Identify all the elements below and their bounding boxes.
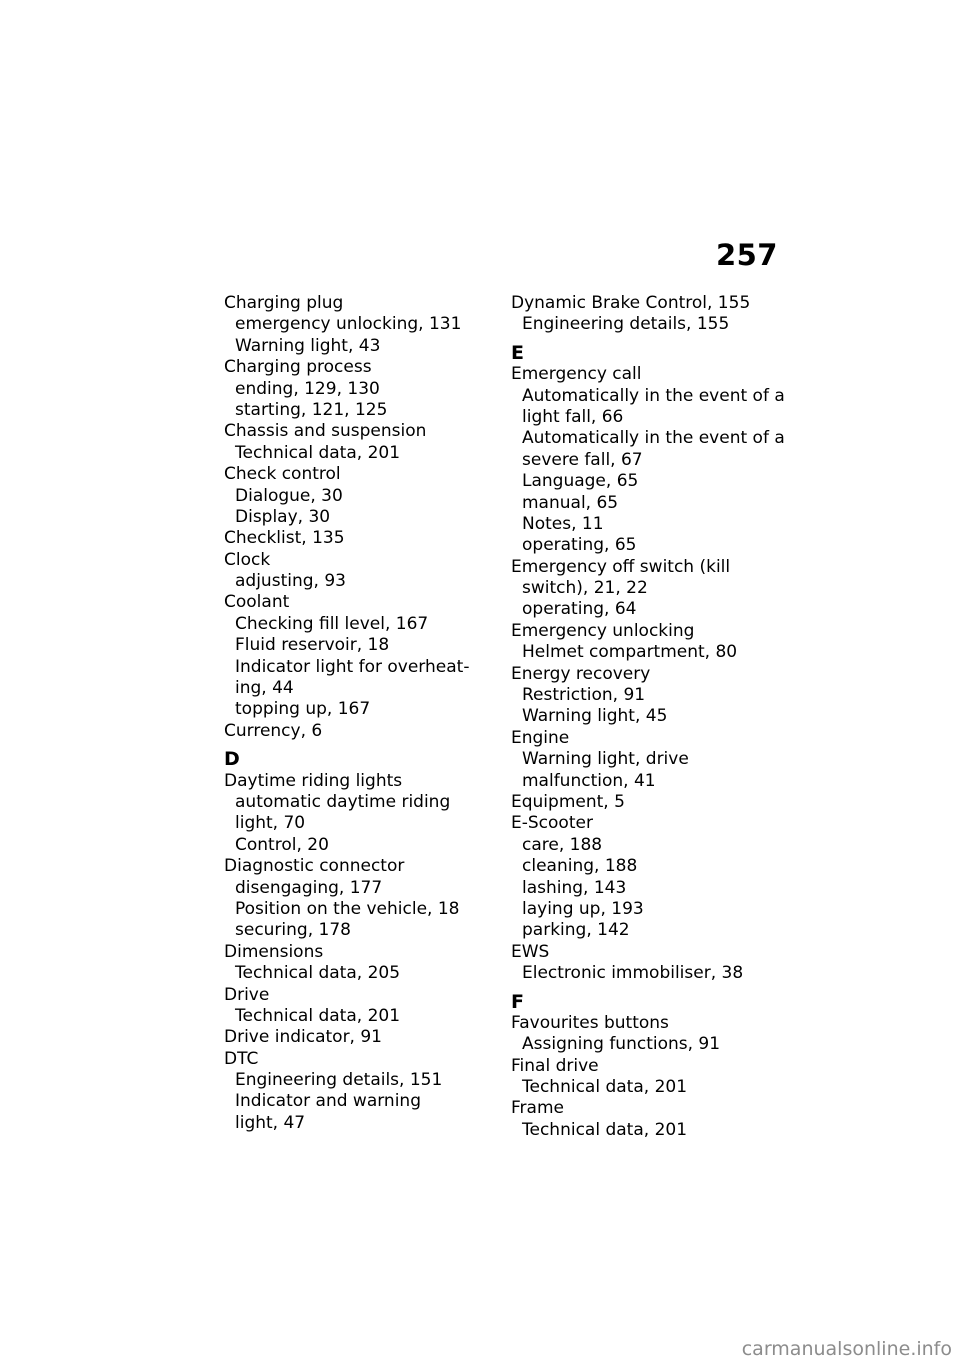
index-subentry: Technical data, 201 — [522, 1077, 688, 1098]
index-entry: Check control — [224, 464, 341, 485]
index-entry: Favourites buttons — [511, 1012, 669, 1033]
index-entry: DTC — [224, 1048, 259, 1069]
index-entry: Equipment, 5 — [511, 791, 625, 812]
index-entry: Charging plug — [224, 293, 344, 313]
index-subentry: Automatically in the event of a — [522, 385, 785, 406]
index-subentry: manual, 65 — [522, 492, 619, 513]
index-entry: Charging process — [224, 357, 372, 378]
index-entry: Clock — [224, 549, 271, 570]
index-subentry: Checking fill level, 167 — [235, 613, 429, 634]
index-subentry: laying up, 193 — [522, 898, 644, 919]
index-subentry: Fluid reservoir, 18 — [235, 635, 390, 656]
index-subentry: Position on the vehicle, 18 — [235, 898, 460, 919]
index-subentry: adjusting, 93 — [235, 571, 346, 592]
index-letter-heading: E — [511, 341, 524, 364]
index-entry: Dynamic Brake Control, 155 — [511, 293, 751, 313]
index-column-right — [511, 293, 785, 1141]
index-entry: Coolant — [224, 592, 290, 613]
watermark-url: carmanualsonline.info — [741, 1338, 952, 1360]
index-subentry: topping up, 167 — [235, 699, 371, 720]
index-subentry: malfunction, 41 — [522, 770, 656, 791]
index-subentry: Assigning functions, 91 — [522, 1034, 721, 1055]
index-entry: Currency, 6 — [224, 720, 323, 741]
page-number: 257 — [715, 238, 778, 272]
index-subentry: disengaging, 177 — [235, 877, 383, 898]
index-subentry: Language, 65 — [522, 471, 639, 492]
index-entry: Diagnostic connector — [224, 856, 405, 877]
index-subentry: parking, 142 — [522, 920, 630, 941]
index-subentry: Warning light, 45 — [522, 706, 668, 727]
index-subentry: securing, 178 — [235, 920, 351, 941]
index-subentry: automatic daytime riding — [235, 791, 451, 812]
index-subentry: starting, 121, 125 — [235, 399, 388, 420]
index-subentry: light, 70 — [235, 813, 306, 834]
index-subentry: Notes, 11 — [522, 513, 604, 534]
index-letter-heading: F — [511, 990, 524, 1013]
index-subentry: severe fall, 67 — [522, 449, 643, 470]
index-subentry: Automatically in the event of a — [522, 428, 785, 449]
index-subentry: Indicator light for overheat- — [235, 656, 470, 677]
index-subentry: Warning light, 43 — [235, 335, 381, 356]
index-subentry: Engineering details, 151 — [235, 1070, 443, 1091]
index-subentry: Warning light, drive — [522, 749, 689, 770]
index-entry: Checklist, 135 — [224, 528, 345, 549]
index-subentry: switch), 21, 22 — [522, 578, 648, 599]
index-subentry: Engineering details, 155 — [522, 314, 730, 335]
index-entry: Frame — [511, 1098, 564, 1119]
index-entry: Drive — [224, 984, 270, 1005]
index-entry: Daytime riding lights — [224, 770, 403, 791]
index-column-left — [224, 293, 494, 1134]
index-subentry: light fall, 66 — [522, 406, 624, 427]
index-entry: E-Scooter — [511, 813, 593, 834]
index-subentry: Technical data, 201 — [235, 442, 401, 463]
index-subentry: ing, 44 — [235, 678, 294, 699]
index-subentry: light, 47 — [235, 1112, 306, 1133]
index-entry: Emergency off switch (kill — [511, 556, 731, 577]
index-subentry: care, 188 — [522, 834, 603, 855]
index-subentry: Indicator and warning — [235, 1091, 421, 1112]
index-subentry: Technical data, 205 — [235, 963, 401, 984]
index-entry: Drive indicator, 91 — [224, 1027, 382, 1048]
index-subentry: Dialogue, 30 — [235, 485, 343, 506]
index-subentry: operating, 65 — [522, 535, 637, 556]
index-subentry: lashing, 143 — [522, 877, 627, 898]
index-subentry: Technical data, 201 — [235, 1005, 401, 1026]
index-entry: Emergency unlocking — [511, 620, 695, 641]
index-subentry: Technical data, 201 — [522, 1119, 688, 1140]
index-subentry: Restriction, 91 — [522, 685, 646, 706]
index-letter-heading: D — [224, 748, 240, 771]
index-entry: Chassis and suspension — [224, 421, 427, 442]
index-entry: Engine — [511, 727, 570, 748]
index-entry: Emergency call — [511, 364, 642, 385]
index-subentry: ending, 129, 130 — [235, 378, 380, 399]
index-subentry: Control, 20 — [235, 834, 329, 855]
index-subentry: Helmet compartment, 80 — [522, 642, 738, 663]
index-subentry: Electronic immobiliser, 38 — [522, 963, 744, 984]
index-subentry: Display, 30 — [235, 506, 331, 527]
index-subentry: cleaning, 188 — [522, 856, 638, 877]
index-entry: Dimensions — [224, 941, 324, 962]
index-subentry: emergency unlocking, 131 — [235, 314, 462, 335]
index-subentry: operating, 64 — [522, 599, 637, 620]
index-entry: Energy recovery — [511, 663, 651, 684]
index-entry: Final drive — [511, 1055, 599, 1076]
index-entry: EWS — [511, 941, 550, 962]
